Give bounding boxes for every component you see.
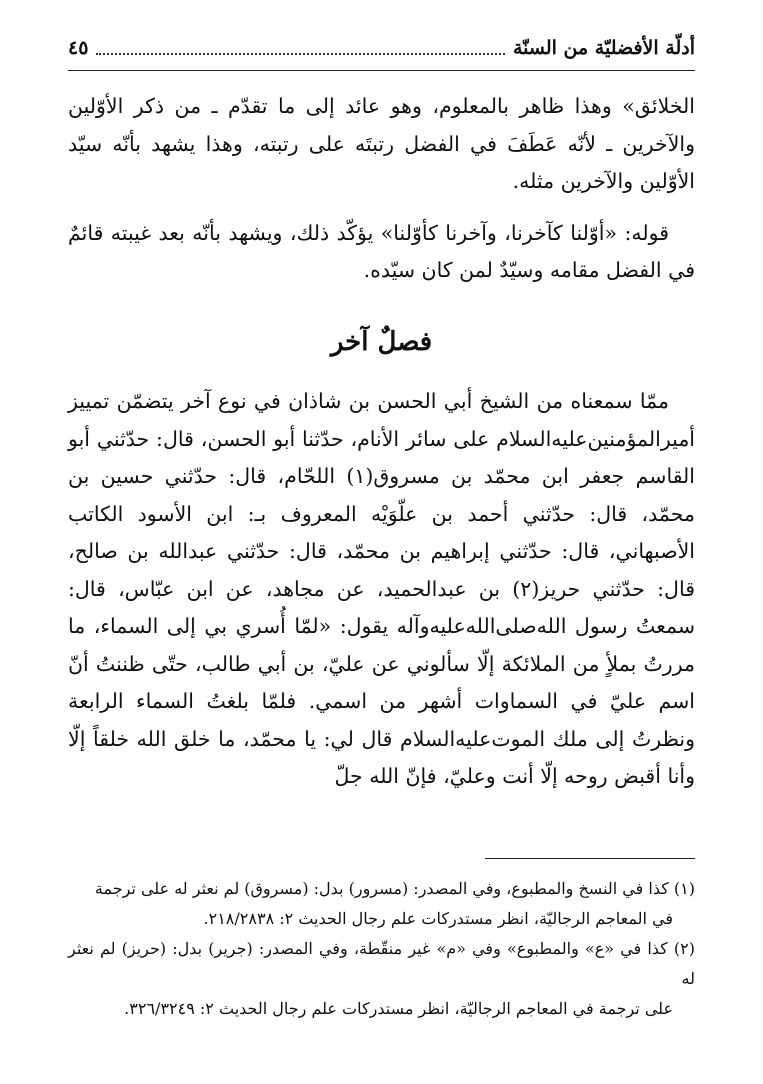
footnote-1-line: في المعاجم الرجاليّة، انظر مستدركات علم رجال الحديث ٢: ٢١٨/٢٨٣٨. xyxy=(203,909,673,928)
paragraph: الخلائق» وهذا ظاهر بالمعلوم، وهو عائد إلى ما تقدّم ـ من ذكر الأوّلين والآخرين ـ لأنّه عَطَفَ في الفضل رتبتَه على رتبته، وهذا يشهد بأنّه سيّد الأوّلين والآخرين مثله. xyxy=(68,94,695,193)
header-title: أدلّة الأفضليّة من السنّة xyxy=(512,37,695,59)
footnote-2-line: (٢) كذا في «ع» والمطبوع» وفي «م» غير منقّطة، وفي المصدر: (جرير) بدل: (حريز) لم نعثر له xyxy=(68,939,695,988)
page-number: ٤٥ xyxy=(68,37,89,59)
footnote-2-line: على ترجمة في المعاجم الرجاليّة، انظر مستدركات علم رجال الحديث ٢: ٣٢٦/٣٢٤٩. xyxy=(124,999,673,1018)
header-dot-leader xyxy=(96,53,505,55)
footnote-rule xyxy=(485,858,695,859)
paragraph: قوله: «أوّلنا كآخرنا، وآخرنا كأوّلنا» يؤكّد ذلك، ويشهد بأنّه بعد غيبته قائمٌ في الفضل مقامه وسيّدٌ لمن كان سيّده. xyxy=(68,220,695,282)
section-heading: فصلٌ آخر xyxy=(330,326,433,357)
running-header xyxy=(68,30,695,66)
footnote-1-line: (١) كذا في النسخ والمطبوع، وفي المصدر: (مسرور) بدل: (مسروق) لم نعثر له على ترجمة xyxy=(94,879,695,898)
header-rule xyxy=(68,70,695,71)
body-text xyxy=(68,88,695,810)
footnotes xyxy=(68,874,695,1024)
paragraph: ممّا سمعناه من الشيخ أبي الحسن بن شاذان في نوع آخر يتضمّن تمييز أميرالمؤمنين‌عليه‌السلام على سائر الأنام، حدّثنا أبو الحسن، قال: حدّثني أبو القاسم جعفر ابن محمّد بن مسروق(١) اللحّام، قال: حدّثني حسين بن محمّد، قال: حدّثني أحمد بن علّوَيْه المعروف بـ: ابن الأسود الكاتب الأصبهاني، قال: حدّثني إبراهيم بن محمّد، قال: حدّثني عبدالله بن صالح، قال: حدّثني حريز(٢) بن عبدالحميد، عن مجاهد، عن ابن عبّاس، قال: سمعتُ رسول الله‌صلى‌الله‌عليه‌وآله يقول: «لمّا أُسري بي إلى السماء، ما مررتُ بملأٍ من الملائكة إلّا سألوني عن عليّ، بن أبي طالب، حتّى ظننتُ أنّ اسم عليّ في السماوات أشهر من اسمي. فلمّا بلغتُ السماء الرابعة ونظرتُ إلى ملك الموت‌عليه‌السلام قال لي: يا محمّد، ما خلق الله خلقاً إلّا وأنا أقبض روحه إلّا أنت وعليّ، فإنّ الله جلّ xyxy=(68,389,696,788)
